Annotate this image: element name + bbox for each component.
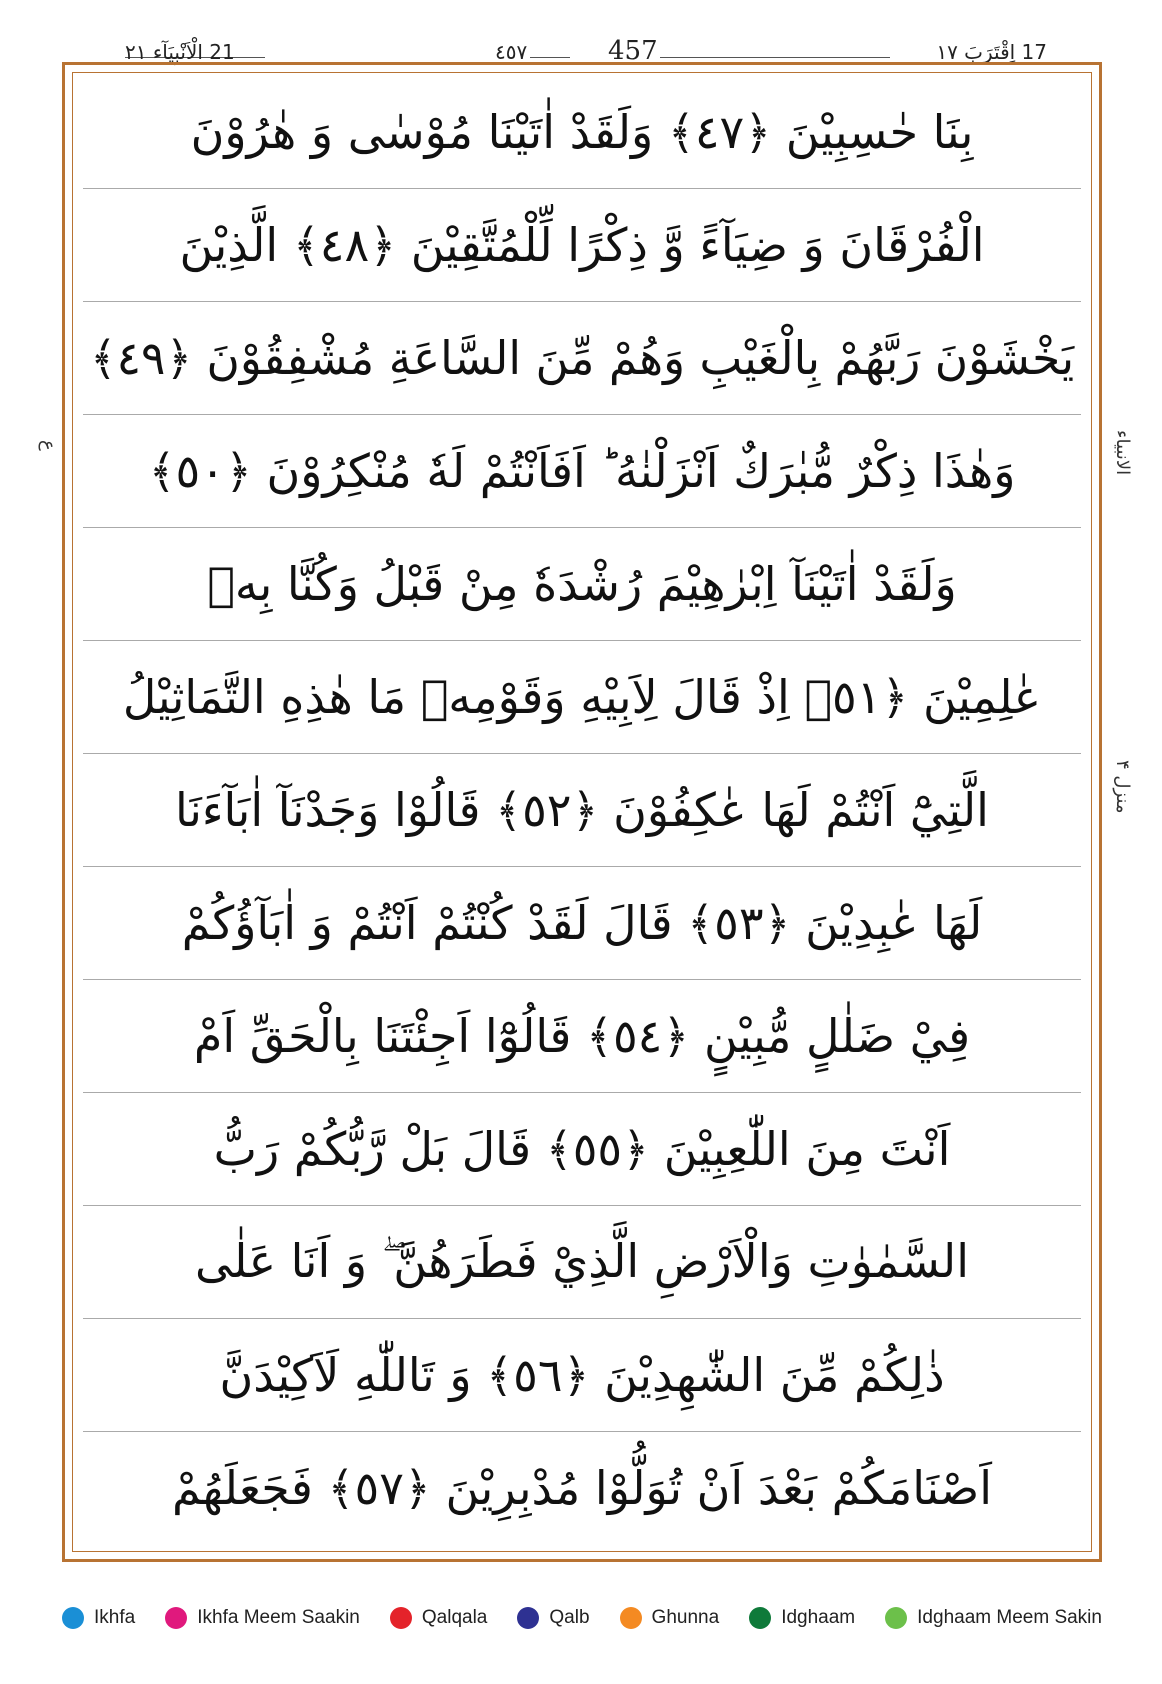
legend-item-ikhfa-meem-saakin	[165, 1607, 360, 1629]
legend-label: Ghunna	[651, 1607, 720, 1628]
header-surah-name: 21 الْاَنْبِيَآء ٢١	[125, 40, 235, 64]
verse-line: اَنْتَ مِنَ اللّٰعِبِيْنَ ﴿٥٥﴾ قَالَ بَلْ رَّبُّكُمْ رَبُّ	[213, 1121, 951, 1176]
manzil-marker: منزل ۴	[1112, 760, 1133, 814]
verse-line: ذٰلِكُمْ مِّنَ الشّٰهِدِيْنَ ﴿٥٦﴾ وَ تَاللّٰهِ لَاَكِيْدَنَّ	[219, 1347, 945, 1402]
color-dot-icon	[165, 1607, 187, 1629]
header-rule	[530, 57, 570, 58]
header-juz-name: 17 اِقْتَرَبَ ١٧	[936, 40, 1047, 64]
legend-item-qalb	[517, 1607, 589, 1629]
verse-line: لَهَا عٰبِدِيْنَ ﴿٥٣﴾ قَالَ لَقَدْ كُنْتُمْ اَنْتُمْ وَ اٰبَآؤُكُمْ	[181, 895, 983, 950]
verse-line: اَصْنَامَكُمْ بَعْدَ اَنْ تُوَلُّوْا مُدْبِرِيْنَ ﴿٥٧﴾ فَجَعَلَهُمْ	[172, 1460, 992, 1515]
legend-item-qalqala	[390, 1607, 488, 1629]
legend-label: Ikhfa	[94, 1607, 136, 1628]
verse-line: الَّتِيْٓ اَنْتُمْ لَهَا عٰكِفُوْنَ ﴿٥٢﴾ قَالُوْا وَجَدْنَآ اٰبَآءَنَا	[175, 782, 989, 837]
header-page-number-arabic: ٤٥٧	[495, 40, 528, 64]
verse-line: وَلَقَدْ اٰتَيْنَآ اِبْرٰهِيْمَ رُشْدَهٗ مِنْ قَبْلُ وَكُنَّا بِهٖ	[207, 556, 957, 611]
color-dot-icon	[390, 1607, 412, 1629]
legend-label: Qalb	[549, 1607, 590, 1628]
verse-line: يَخْشَوْنَ رَبَّهُمْ بِالْغَيْبِ وَهُمْ مِّنَ السَّاعَةِ مُشْفِقُوْنَ ﴿٤٩﴾	[89, 330, 1075, 385]
verse-line: فِيْ ضَلٰلٍ مُّبِيْنٍ ﴿٥٤﴾ قَالُوْٓا اَجِئْتَنَا بِالْحَقِّ اَمْ	[193, 1008, 971, 1063]
color-dot-icon	[517, 1607, 539, 1629]
header-rule	[660, 57, 890, 58]
legend-label: Idghaam Meem Sakin	[917, 1607, 1102, 1628]
verse-line: الْفُرْقَانَ وَ ضِيَآءً وَّ ذِكْرًا لِّلْمُتَّقِيْنَ ﴿٤٨﴾ الَّذِيْنَ	[179, 217, 985, 272]
color-dot-icon	[62, 1607, 84, 1629]
header-page-number: 457	[608, 36, 658, 66]
surah-side-label: الانبياء	[1112, 430, 1133, 476]
legend-label: Idghaam	[781, 1607, 856, 1628]
color-dot-icon	[749, 1607, 771, 1629]
legend-item-ikhfa	[62, 1607, 135, 1629]
legend-item-idghaam-meem-sakin	[885, 1607, 1102, 1629]
ruku-marker: ع	[38, 440, 59, 451]
color-dot-icon	[620, 1607, 642, 1629]
legend-item-idghaam	[749, 1607, 855, 1629]
legend-label: Ikhfa Meem Saakin	[197, 1607, 360, 1628]
verse-line: وَهٰذَا ذِكْرٌ مُّبٰرَكٌ اَنْزَلْنٰهُ ؕ اَفَاَنْتُمْ لَهٗ مُنْكِرُوْنَ ﴿٥٠﴾	[148, 443, 1016, 498]
verse-line: السَّمٰوٰتِ وَالْاَرْضِ الَّذِيْ فَطَرَهُنَّ ۖ وَ اَنَا عَلٰى	[195, 1233, 969, 1288]
verse-line: عٰلِمِيْنَ ﴿٥١﴾ اِذْ قَالَ لِاَبِيْهِ وَقَوْمِهٖ مَا هٰذِهِ التَّمَاثِيْلُ	[122, 669, 1042, 724]
legend-item-ghunna	[620, 1607, 720, 1629]
page-header	[0, 0, 1162, 70]
quran-text-block	[75, 75, 1089, 1549]
verse-line: بِنَا حٰسِبِيْنَ ﴿٤٧﴾ وَلَقَدْ اٰتَيْنَا مُوْسٰى وَ هٰرُوْنَ	[190, 104, 974, 159]
tajweed-legend	[62, 1598, 1102, 1638]
legend-label: Qalqala	[421, 1607, 488, 1628]
color-dot-icon	[885, 1607, 907, 1629]
